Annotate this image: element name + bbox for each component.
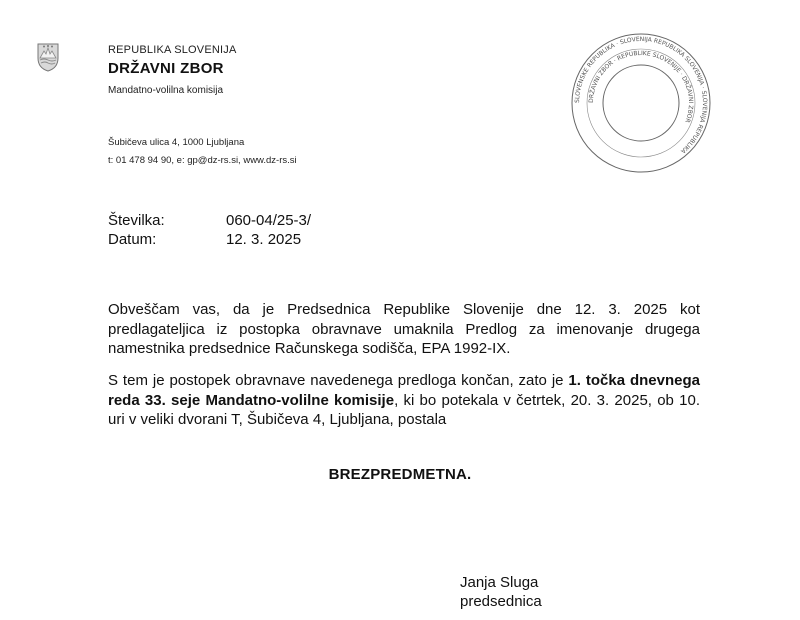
assembly-name: DRŽAVNI ZBOR — [108, 60, 224, 77]
official-round-stamp-icon — [566, 28, 716, 178]
committee-name: Mandatno-volilna komisija — [108, 85, 224, 96]
stamp-inner-text: DRŽAVNI ZBOR · REPUBLIKE SLOVENIJE · DRŽAVNI ZBOR — [587, 49, 695, 124]
republic-name: REPUBLIKA SLOVENIJA — [108, 44, 237, 56]
verdict-heading: BREZPREDMETNA. — [328, 466, 472, 483]
slovenia-coat-of-arms-icon — [37, 42, 59, 72]
agenda-item-bold: 1. točka dnevnega reda 33. seje Mandatno-volilne komisije — [108, 372, 700, 409]
signatory-name: Janja Sluga — [460, 574, 539, 591]
signatory-title: predsednica — [460, 593, 542, 610]
stamp-outer-text: SLOVENSKE REPUBLIKA · SLOVENIJA REPUBLIKA SLOVENIJA · SLOVENIJA REPUBLIKA — [573, 35, 709, 155]
reference-number-value: 060-04/25-3/ — [226, 212, 312, 229]
body-paragraph-2 — [108, 371, 700, 430]
reference-number-label: Številka: — [108, 212, 165, 229]
date-value: 12. 3. 2025 — [226, 231, 302, 248]
body-paragraph-1: Obveščam vas, da je Predsednica Republike Slovenije dne 12. 3. 2025 kot predlagateljica iz postopka obravnave umaknila Predlog za imenovanje drugega namestnika predsednice Računskega sodišča, EPA 1992-IX. — [108, 301, 700, 357]
paragraph-2-text-end: , ki bo potekala v četrtek, 20. 3. 2025, ob 10. uri v veliki dvorani T, Šubičeva 4, Ljubljana, postala — [108, 391, 700, 428]
postal-address: Šubičeva ulica 4, 1000 Ljubljana — [108, 137, 245, 148]
date-label: Datum: — [108, 231, 157, 248]
paragraph-2-text-start: S tem je postopek obravnave navedenega predloga končan, zato je — [108, 372, 569, 389]
contact-info: t: 01 478 94 90, e: gp@dz-rs.si, www.dz-rs.si — [108, 155, 297, 166]
